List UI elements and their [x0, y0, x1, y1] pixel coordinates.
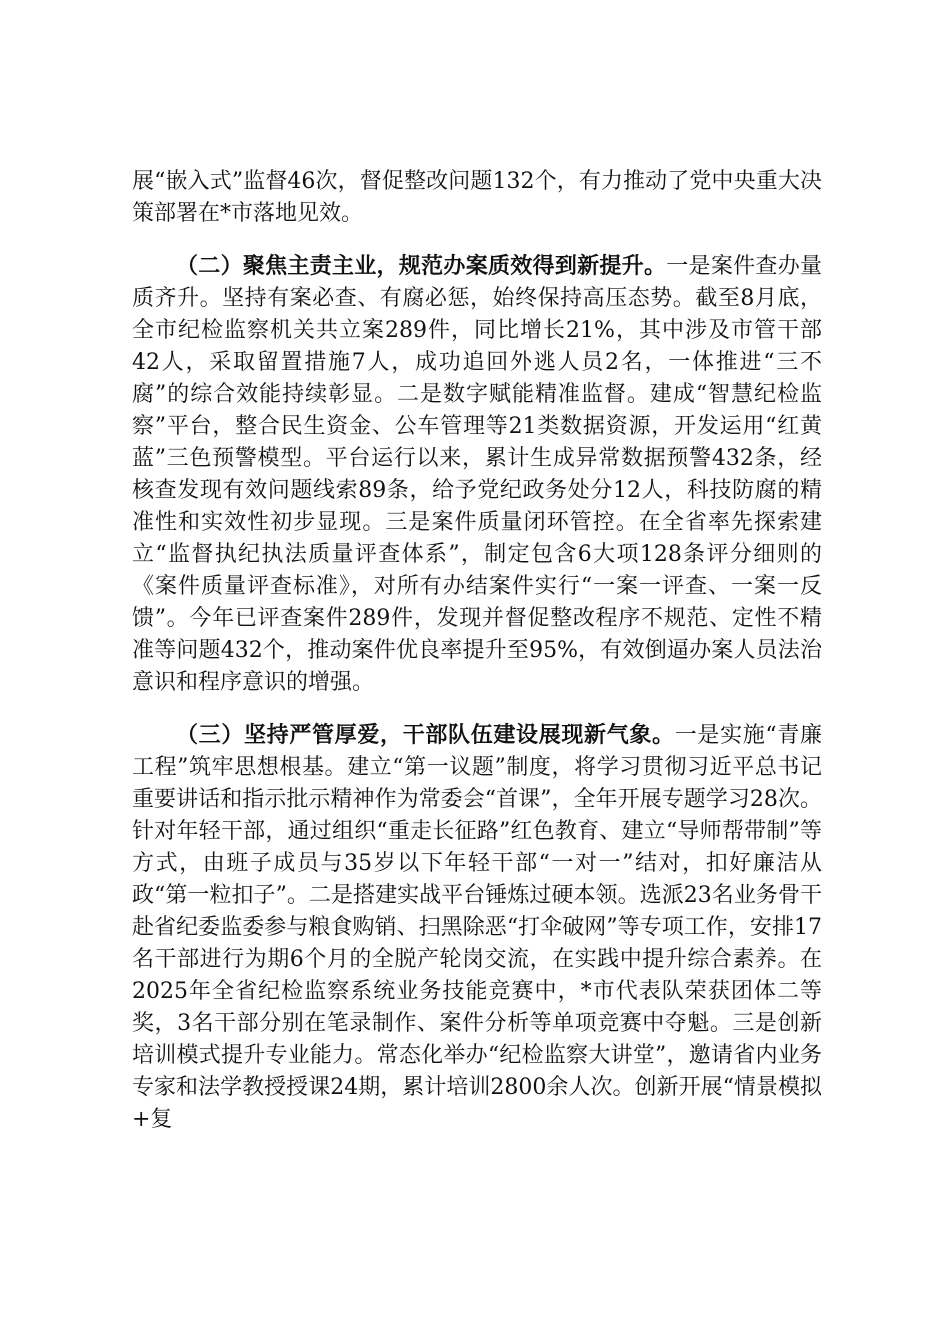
- section-3-body: 一是实施“青廉工程”筑牢思想根基。建立“第一议题”制度，将学习贯彻习近平总书记重要讲话和指示批示精神作为常委会“首课”，全年开展专题学习28次。针对年轻干部，通过组织“重走长征路”红色教育、建立“导师帮带制”等方式，由班子成员与35岁以下年轻干部“一对一”结对，扣好廉洁从政“第一粒扣子”。二是搭建实战平台锤炼过硬本领。选派23名业务骨干赴省纪委监委参与粮食购销、扫黑除恶“打伞破网”等专项工作，安排17名干部进行为期6个月的全脱产轮岗交流，在实践中提升综合素养。在2025年全省纪检监察系统业务技能竞赛中，*市代表队荣获团体二等奖，3名干部分别在笔录制作、案件分析等单项竞赛中夺魁。三是创新培训模式提升专业能力。常态化举办“纪检监察大讲堂”，邀请省内业务专家和法学教授授课24期，累计培训2800余人次。创新开展“情景模拟+复: [132, 723, 822, 1132]
- section-2-body: 一是案件查办量质齐升。坚持有案必查、有腐必惩，始终保持高压态势。截至8月底，全市纪检监察机关共立案289件，同比增长21%，其中涉及市管干部42人，采取留置措施7人，成功追回外逃人员2名，一体推进“三不腐”的综合效能持续彰显。二是数字赋能精准监督。建成“智慧纪检监察”平台，整合民生资金、公车管理等21类数据资源，开发运用“红黄蓝”三色预警模型。平台运行以来，累计生成异常数据预警432条，经核查发现有效问题线索89条，给予党纪政务处分12人，科技防腐的精准性和实效性初步显现。三是案件质量闭环管控。在全省率先探索建立“监督执纪执法质量评查体系”，制定包含6大项128条评分细则的《案件质量评查标准》，对所有办结案件实行“一案一评查、一案一反馈”。今年已评查案件289件，发现并督促整改程序不规范、定性不精准等问题432个，推动案件优良率提升至95%，有效倒逼办案人员法治意识和程序意识的增强。: [132, 254, 823, 695]
- paragraph-section-2: [132, 251, 822, 699]
- paragraph-1-body: 展“嵌入式”监督46次，督促整改问题132个，有力推动了党中央重大决策部署在*市落地见效。: [132, 169, 822, 226]
- paragraph-continuation: [132, 166, 822, 230]
- paragraph-section-3: [132, 720, 822, 1136]
- section-2-heading: （二）聚焦主责主业，规范办案质效得到新提升。: [176, 254, 667, 279]
- document-body: [132, 166, 822, 1136]
- section-3-heading: （三）坚持严管厚爱，干部队伍建设展现新气象。: [176, 723, 675, 748]
